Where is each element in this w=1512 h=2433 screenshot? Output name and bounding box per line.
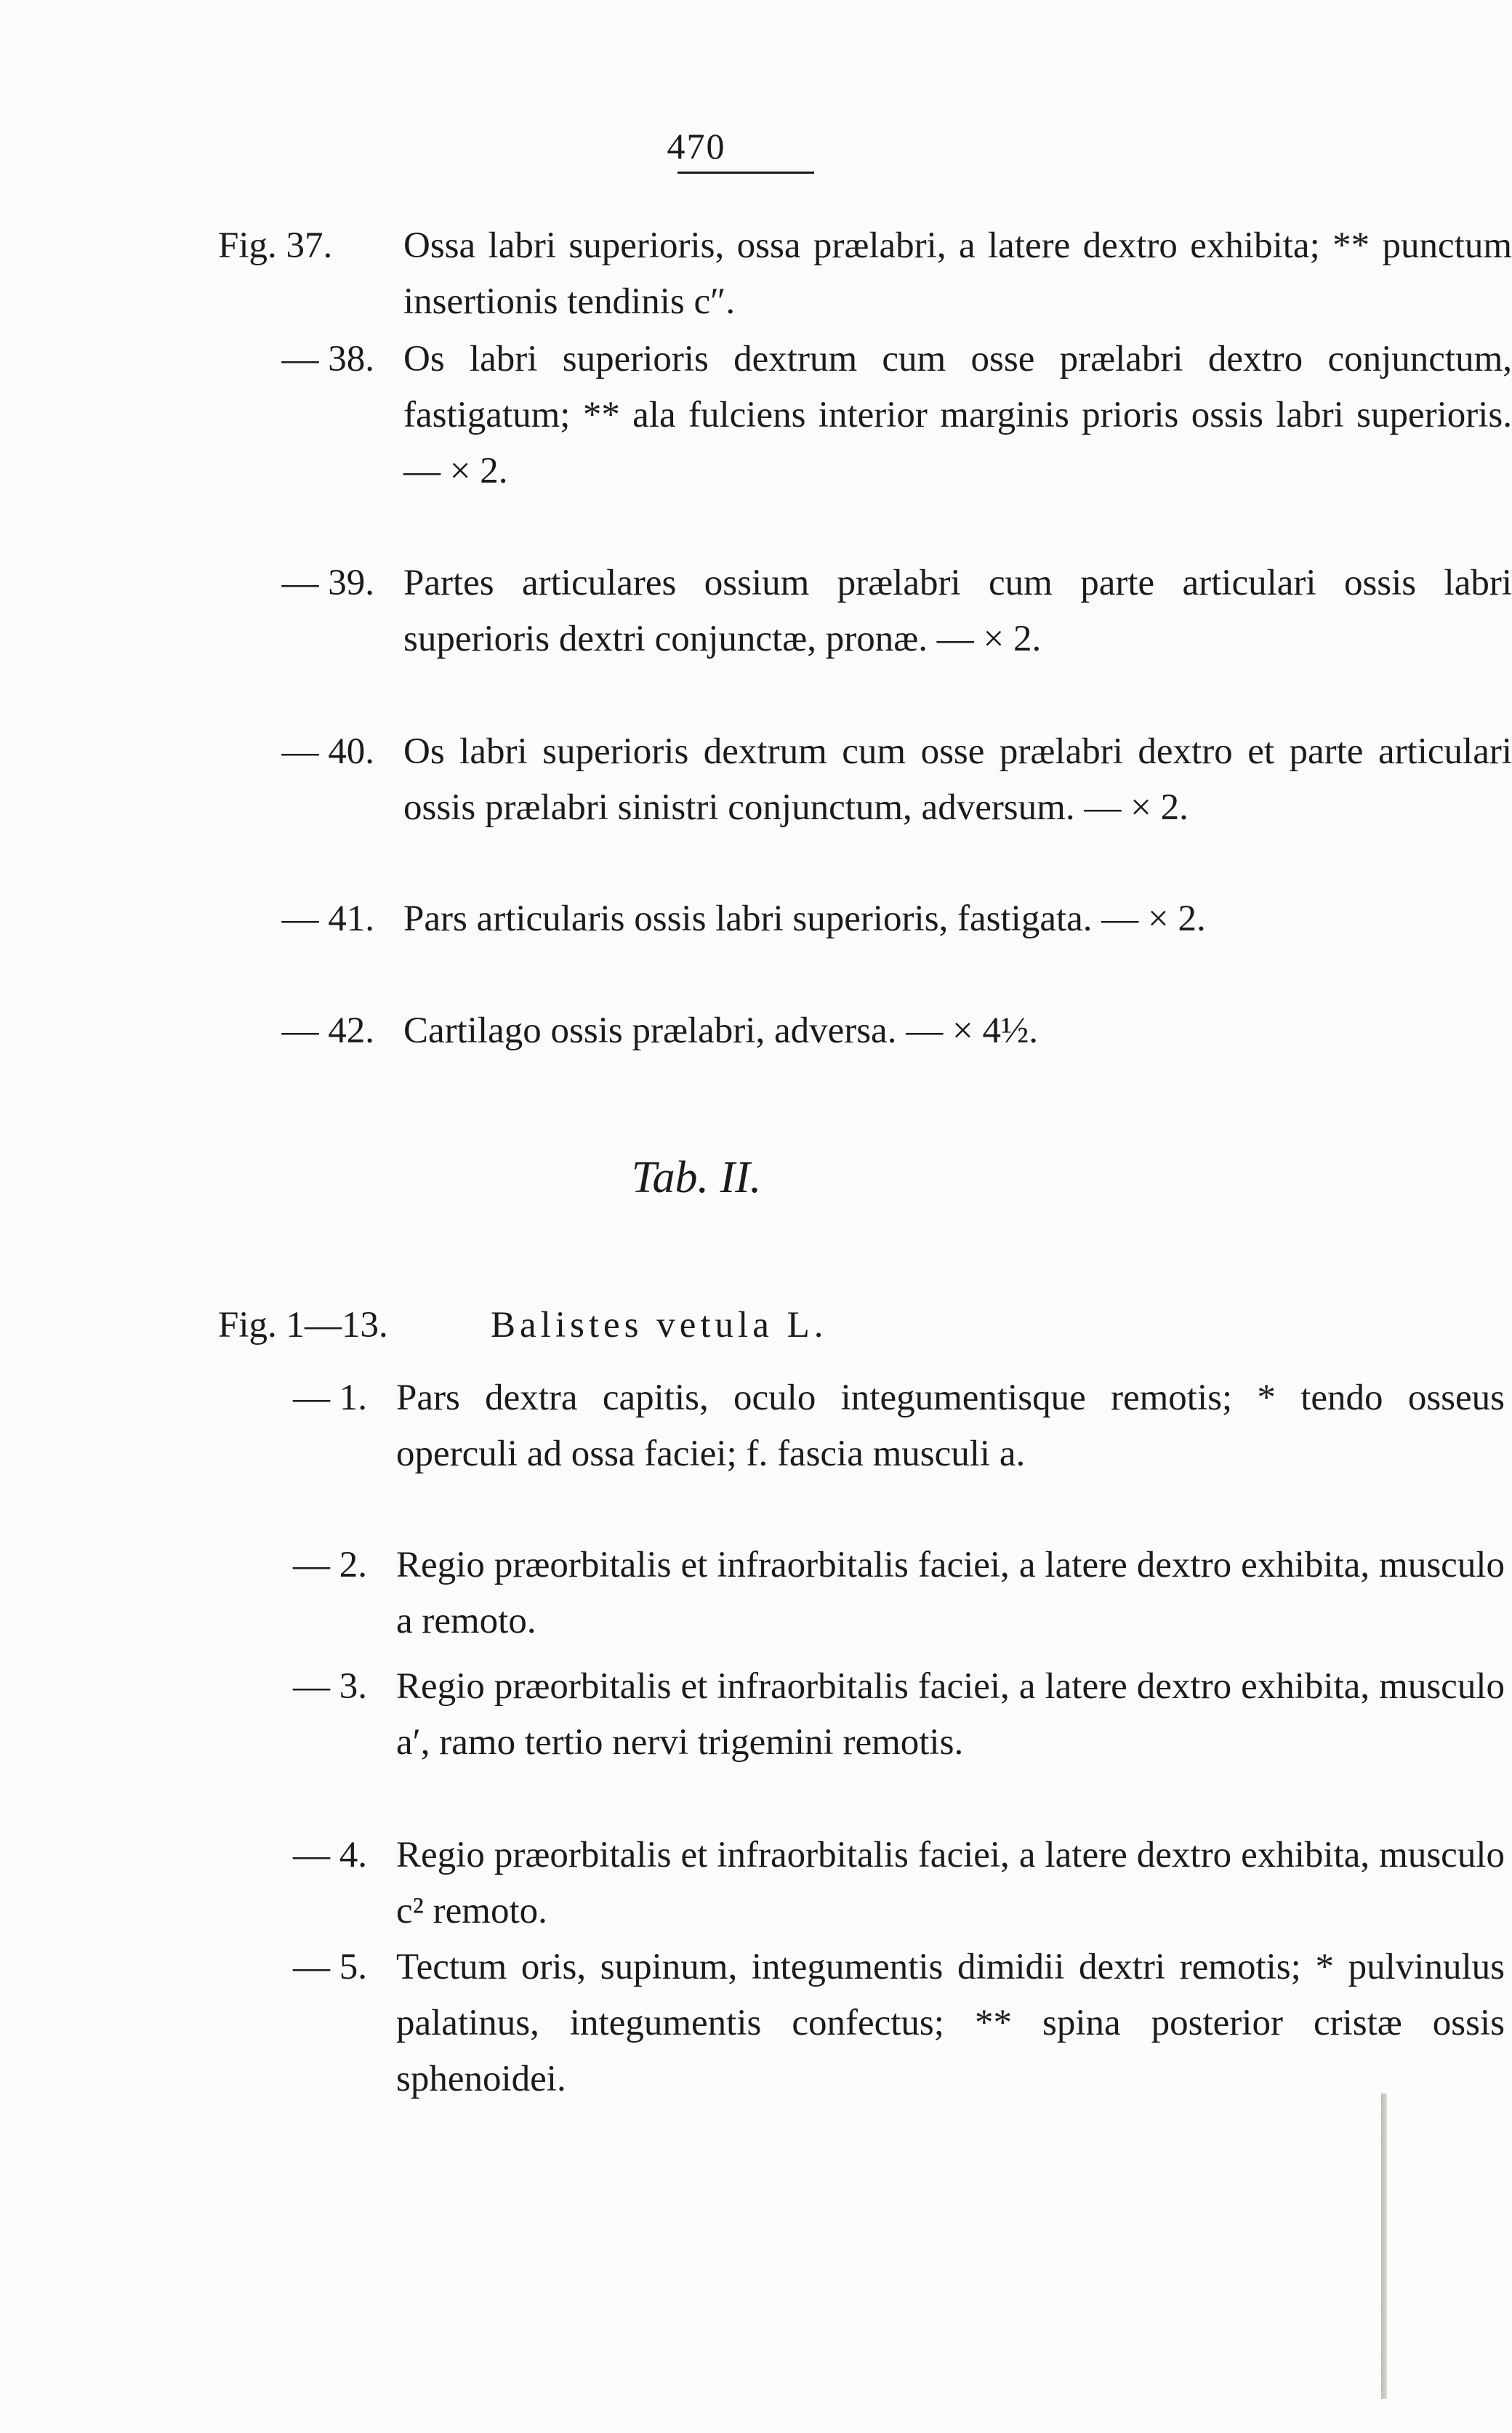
figure-label: — 3. [293, 1666, 367, 1707]
page-edge-shadow [1381, 2094, 1387, 2399]
page-number: 470 [667, 126, 726, 166]
figure-caption: Os labri superioris dextrum cum osse prælabri dextro conjunctum, fastigatum; ** ala fulciens interior marginis prioris ossis labri superioris. — × 2. [403, 339, 1512, 491]
figure-label: — 40. [281, 731, 374, 772]
figure-caption: Os labri superioris dextrum cum osse prælabri dextro et parte articulari ossis prælabri sinistri conjunctum, adversum. — × 2. [403, 731, 1512, 828]
figure-caption: Pars articularis ossis labri superioris, fastigata. — × 2. [403, 898, 1206, 939]
figure-label: — 39. [281, 563, 374, 603]
section-heading: Tab. II. [631, 1153, 762, 1202]
figure-label: — 38. [281, 339, 374, 379]
figure-label: — 5. [293, 1947, 367, 1987]
figure-caption: Ossa labri superioris, ossa prælabri, a latere dextro exhibita; ** punctum insertionis tendinis c″. [403, 225, 1512, 322]
figure-label: — 2. [293, 1545, 367, 1585]
figure-label: Fig. 37. [218, 225, 333, 266]
figure-label: — 42. [281, 1010, 374, 1051]
figure-label: — 41. [281, 898, 374, 939]
figure-label: — 4. [293, 1835, 367, 1875]
figure-label: Fig. 1—13. [218, 1305, 388, 1346]
figure-caption: Regio præorbitalis et infraorbitalis faciei, a latere dextro exhibita, musculo a remoto. [396, 1545, 1505, 1641]
page-number-underline [677, 172, 814, 174]
figure-label: — 1. [293, 1378, 367, 1418]
figure-caption: Cartilago ossis prælabri, adversa. — × 4½. [403, 1010, 1038, 1051]
figure-caption: Tectum oris, supinum, integumentis dimidii dextri remotis; * pulvinulus palatinus, integumentis confectus; ** spina posterior cristæ ossis sphenoidei. [396, 1947, 1505, 2099]
figure-caption: Partes articulares ossium prælabri cum parte articulari ossis labri superioris dextri conjunctæ, pronæ. — × 2. [403, 563, 1512, 659]
figure-caption: Regio præorbitalis et infraorbitalis faciei, a latere dextro exhibita, musculo a′, ramo tertio nervi trigemini remotis. [396, 1666, 1505, 1763]
figure-caption: Regio præorbitalis et infraorbitalis faciei, a latere dextro exhibita, musculo c² remoto. [396, 1835, 1505, 1931]
species-name: Balistes vetula L. [491, 1305, 828, 1346]
figure-caption: Pars dextra capitis, oculo integumentisque remotis; * tendo osseus operculi ad ossa faciei; f. fascia musculi a. [396, 1378, 1505, 1474]
